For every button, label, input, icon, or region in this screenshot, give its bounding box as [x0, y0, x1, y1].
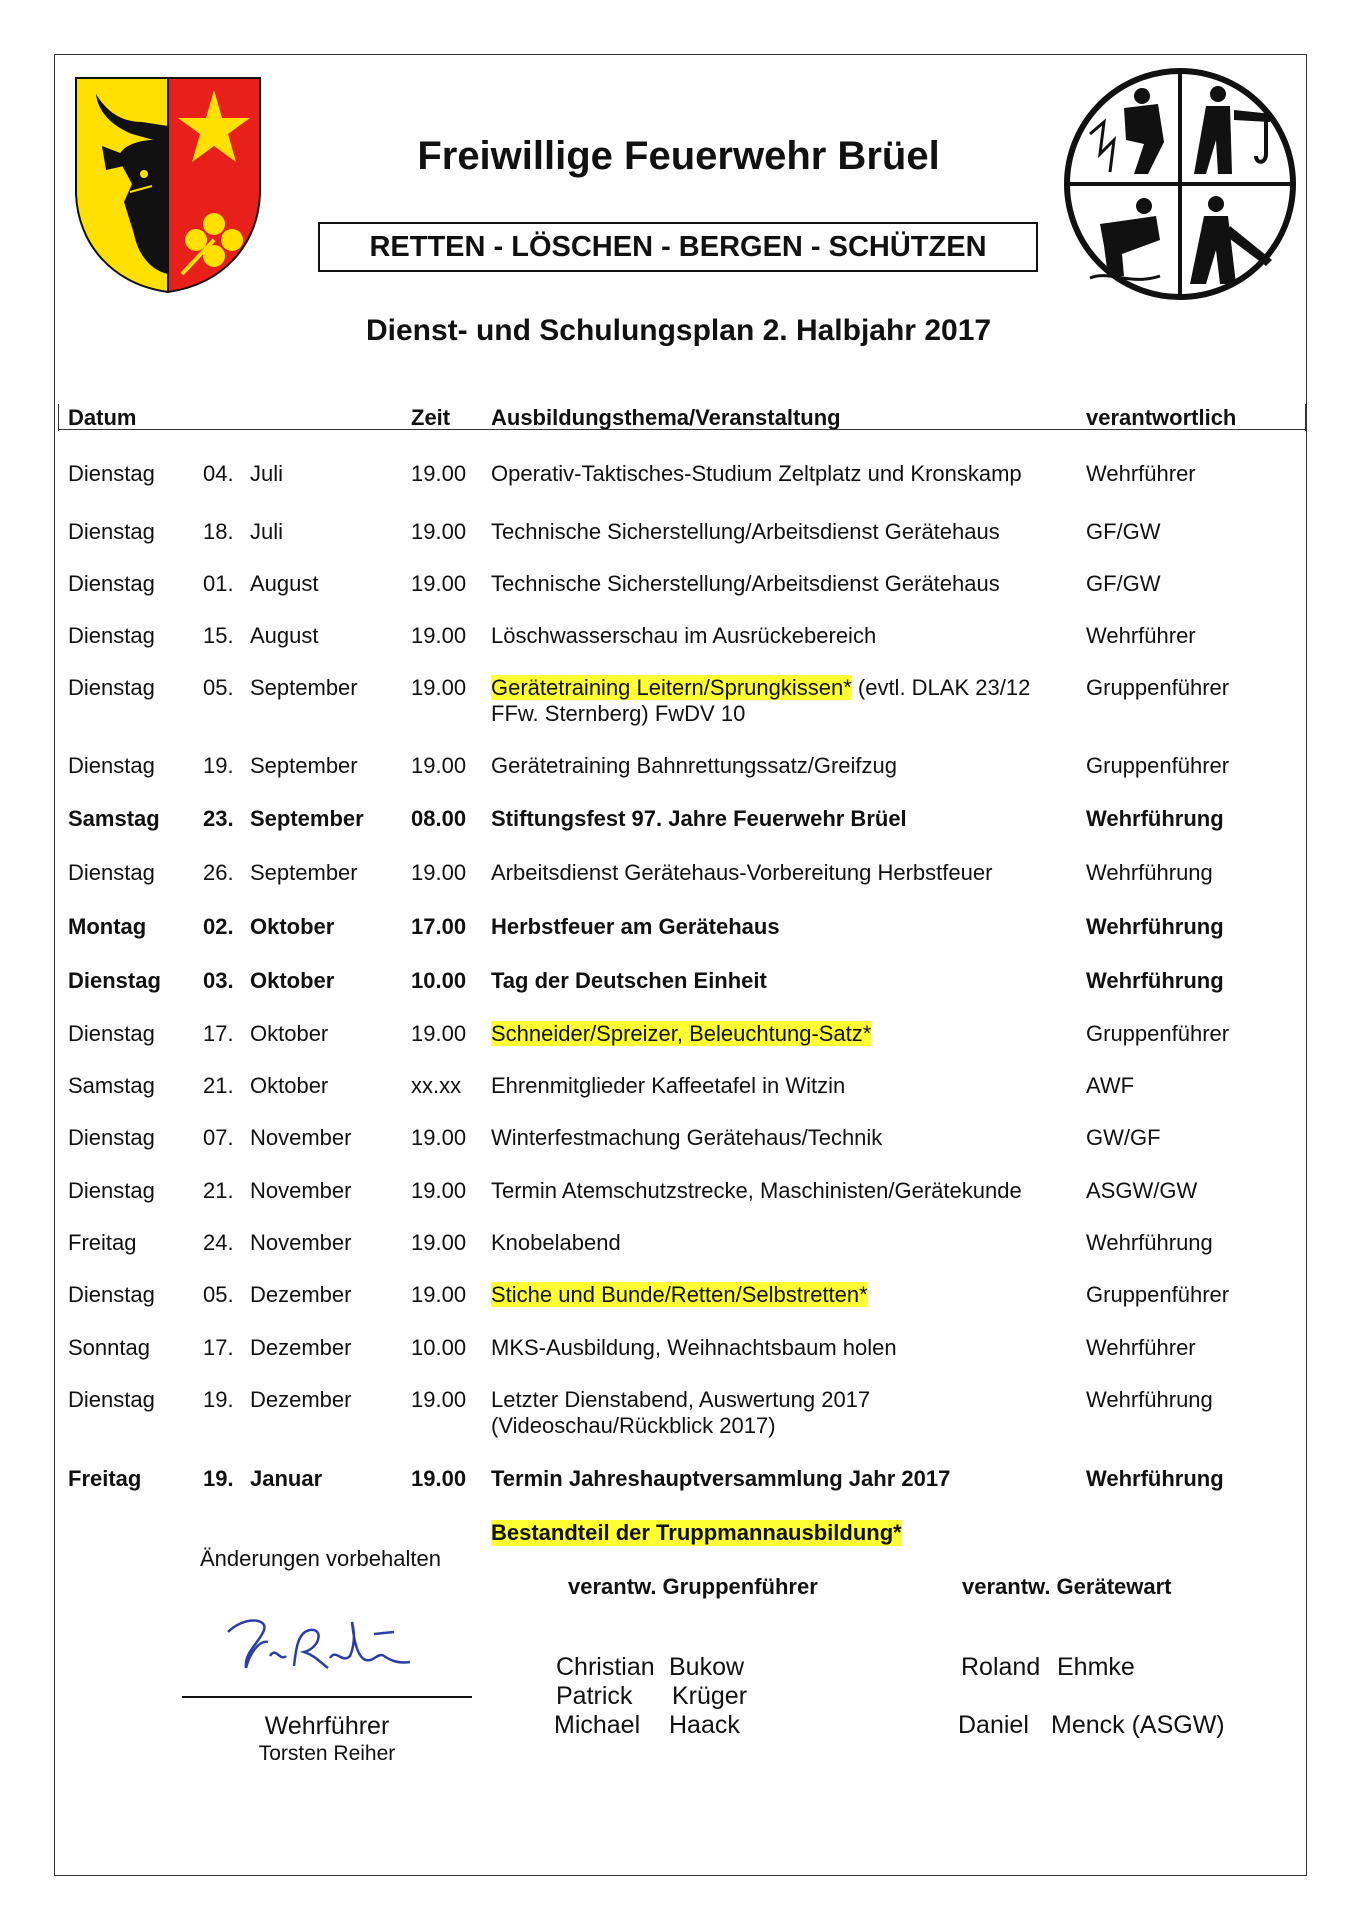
motto-box: RETTEN - LÖSCHEN - BERGEN - SCHÜTZEN — [318, 222, 1038, 272]
row-month: August — [250, 623, 319, 648]
row-weekday: Freitag — [68, 1230, 137, 1255]
handwritten-signature — [224, 1612, 414, 1682]
row-topic — [491, 519, 1081, 545]
row-time: 19.00 — [411, 1466, 467, 1491]
row-topic — [491, 1282, 1081, 1308]
row-responsible: Wehrführung — [1086, 806, 1224, 831]
row-responsible: Wehrführung — [1086, 914, 1224, 939]
row-day-number: 26. — [203, 860, 234, 885]
row-topic — [491, 461, 1081, 487]
group-leader-heading: verantw. Gruppenführer — [568, 1574, 818, 1599]
row-month: Dezember — [250, 1387, 352, 1412]
row-weekday: Samstag — [68, 806, 160, 831]
row-weekday: Freitag — [68, 1466, 142, 1491]
row-time: 17.00 — [411, 914, 467, 939]
equipment-warden-heading: verantw. Gerätewart — [962, 1574, 1172, 1599]
row-responsible: Wehrführer — [1086, 1335, 1196, 1360]
row-topic-text: Technische Sicherstellung/Arbeitsdienst Gerätehaus — [491, 519, 1000, 544]
training-legend: Bestandteil der Truppmannausbildung* — [491, 1520, 902, 1545]
row-topic-highlighted: Stiche und Bunde/Retten/Selbstretten* — [491, 1282, 868, 1307]
row-day-number: 21. — [203, 1073, 234, 1098]
row-day-number: 18. — [203, 519, 234, 544]
row-day-number: 05. — [203, 675, 234, 700]
row-day-number: 02. — [203, 914, 234, 939]
row-weekday: Dienstag — [68, 1178, 155, 1203]
coat-of-arms-icon — [72, 74, 264, 296]
row-month: August — [250, 571, 319, 596]
row-topic-text: Herbstfeuer am Gerätehaus — [491, 914, 780, 939]
row-topic — [491, 914, 1081, 940]
row-time: 10.00 — [411, 1335, 467, 1360]
leader-last-name: Krüger — [672, 1682, 748, 1710]
row-topic-text: Stiftungsfest 97. Jahre Feuerwehr Brüel — [491, 806, 907, 831]
row-time: xx.xx — [411, 1073, 462, 1098]
row-topic-highlighted: Schneider/Spreizer, Beleuchtung-Satz* — [491, 1021, 872, 1046]
changes-reserved-note: Änderungen vorbehalten — [200, 1546, 441, 1571]
row-topic-text: Termin Atemschutzstrecke, Maschinisten/Gerätekunde — [491, 1178, 1022, 1203]
row-responsible: Wehrführung — [1086, 1387, 1213, 1412]
row-month: Juli — [250, 519, 284, 544]
row-month: September — [250, 675, 358, 700]
row-time: 19.00 — [411, 1387, 467, 1412]
row-topic-text: Technische Sicherstellung/Arbeitsdienst Gerätehaus — [491, 571, 1000, 596]
row-topic-text: Termin Jahreshauptversammlung Jahr 2017 — [491, 1466, 951, 1491]
row-topic — [491, 1021, 1081, 1047]
row-topic-text: Gerätetraining Bahnrettungssatz/Greifzug — [491, 753, 898, 778]
row-month: Dezember — [250, 1335, 352, 1360]
row-topic — [491, 675, 1081, 727]
row-day-number: 15. — [203, 623, 234, 648]
row-responsible: Wehrführer — [1086, 461, 1196, 486]
row-topic-text: (evtl. DLAK 23/12 FFw. Sternberg) FwDV 10 — [491, 675, 1031, 726]
row-time: 19.00 — [411, 860, 467, 885]
row-time: 19.00 — [411, 1178, 467, 1203]
row-weekday: Montag — [68, 914, 147, 939]
row-responsible: Gruppenführer — [1086, 753, 1230, 778]
leader-last-name: Bukow — [669, 1653, 745, 1681]
plan-subtitle: Dienst- und Schulungsplan 2. Halbjahr 2017 — [365, 314, 992, 347]
row-weekday: Samstag — [68, 1073, 155, 1098]
row-weekday: Dienstag — [68, 461, 155, 486]
row-day-number: 17. — [203, 1021, 234, 1046]
row-day-number: 24. — [203, 1230, 234, 1255]
page-title: Freiwillige Feuerwehr Brüel — [417, 134, 940, 178]
row-topic — [491, 806, 1081, 832]
row-topic — [491, 1466, 1081, 1492]
row-day-number: 19. — [203, 1466, 234, 1491]
leader-first-name: Christian — [556, 1653, 655, 1681]
leader-first-name: Michael — [554, 1711, 641, 1739]
fire-brigade-emblem-icon — [1060, 64, 1300, 304]
row-time: 19.00 — [411, 1230, 467, 1255]
row-day-number: 07. — [203, 1125, 234, 1150]
row-time: 19.00 — [411, 753, 467, 778]
row-weekday: Dienstag — [68, 1387, 155, 1412]
row-month: Juli — [250, 461, 284, 486]
leader-first-name: Patrick — [556, 1682, 633, 1710]
signature-line — [182, 1696, 472, 1698]
row-time: 10.00 — [411, 968, 467, 993]
warden-first-name: Roland — [961, 1653, 1041, 1681]
row-topic-text: Tag der Deutschen Einheit — [491, 968, 767, 993]
row-month: November — [250, 1230, 352, 1255]
row-topic — [491, 860, 1081, 886]
row-time: 19.00 — [411, 519, 467, 544]
row-responsible: Gruppenführer — [1086, 675, 1230, 700]
row-day-number: 05. — [203, 1282, 234, 1307]
row-time: 19.00 — [411, 1125, 467, 1150]
row-month: Oktober — [250, 1021, 329, 1046]
row-topic — [491, 1178, 1081, 1204]
row-month: Oktober — [250, 1073, 329, 1098]
row-weekday: Sonntag — [68, 1335, 150, 1360]
row-weekday: Dienstag — [68, 623, 155, 648]
row-topic-text: Winterfestmachung Gerätehaus/Technik — [491, 1125, 883, 1150]
header-left-edge — [58, 404, 59, 431]
row-responsible: Wehrführung — [1086, 968, 1224, 993]
row-weekday: Dienstag — [68, 571, 155, 596]
row-topic — [491, 1073, 1081, 1099]
row-month: November — [250, 1178, 352, 1203]
row-topic — [491, 1125, 1081, 1151]
row-month: September — [250, 806, 364, 831]
row-responsible: Wehrführung — [1086, 1230, 1213, 1255]
row-month: September — [250, 860, 358, 885]
row-weekday: Dienstag — [68, 519, 155, 544]
warden-first-name: Daniel — [958, 1711, 1029, 1739]
row-month: Oktober — [250, 968, 335, 993]
header-divider — [58, 429, 1306, 430]
row-weekday: Dienstag — [68, 1125, 155, 1150]
column-header-time: Zeit — [411, 405, 451, 430]
row-weekday: Dienstag — [68, 1282, 155, 1307]
row-time: 19.00 — [411, 1021, 467, 1046]
row-day-number: 19. — [203, 1387, 234, 1412]
row-time: 19.00 — [411, 623, 467, 648]
row-topic-text: MKS-Ausbildung, Weihnachtsbaum holen — [491, 1335, 897, 1360]
row-topic-text: Ehrenmitglieder Kaffeetafel in Witzin — [491, 1073, 846, 1098]
signature-name: Torsten Reiher — [258, 1742, 396, 1765]
row-weekday: Dienstag — [68, 860, 155, 885]
row-responsible: Wehrführer — [1086, 623, 1196, 648]
row-responsible: GW/GF — [1086, 1125, 1161, 1150]
row-weekday: Dienstag — [68, 753, 155, 778]
row-weekday: Dienstag — [68, 675, 155, 700]
row-responsible: ASGW/GW — [1086, 1178, 1198, 1203]
row-month: September — [250, 753, 358, 778]
row-topic-text: Löschwasserschau im Ausrückebereich — [491, 623, 877, 648]
row-month: Oktober — [250, 914, 335, 939]
row-time: 08.00 — [411, 806, 467, 831]
row-topic — [491, 968, 1081, 994]
row-time: 19.00 — [411, 1282, 467, 1307]
row-month: November — [250, 1125, 352, 1150]
row-responsible: AWF — [1086, 1073, 1135, 1098]
row-time: 19.00 — [411, 461, 467, 486]
row-responsible: GF/GW — [1086, 519, 1161, 544]
column-header-responsible: verantwortlich — [1086, 405, 1237, 430]
row-topic-text: Letzter Dienstabend, Auswertung 2017 (Videoschau/Rückblick 2017) — [491, 1387, 871, 1438]
row-weekday: Dienstag — [68, 1021, 155, 1046]
row-topic — [491, 753, 1081, 779]
row-day-number: 04. — [203, 461, 234, 486]
header-right-edge — [1305, 404, 1306, 431]
warden-last-name: Ehmke — [1057, 1653, 1135, 1681]
row-responsible: GF/GW — [1086, 571, 1161, 596]
row-month: Dezember — [250, 1282, 352, 1307]
row-day-number: 01. — [203, 571, 234, 596]
row-topic — [491, 571, 1081, 597]
row-topic — [491, 1335, 1081, 1361]
row-responsible: Gruppenführer — [1086, 1282, 1230, 1307]
column-header-topic: Ausbildungsthema/Veranstaltung — [491, 405, 841, 430]
row-responsible: Wehrführung — [1086, 1466, 1224, 1491]
row-topic — [491, 1230, 1081, 1256]
row-day-number: 23. — [203, 806, 234, 831]
row-day-number: 17. — [203, 1335, 234, 1360]
row-weekday: Dienstag — [68, 968, 161, 993]
leader-last-name: Haack — [669, 1711, 740, 1739]
row-topic-text: Arbeitsdienst Gerätehaus-Vorbereitung Herbstfeuer — [491, 860, 993, 885]
row-topic-text: Knobelabend — [491, 1230, 621, 1255]
row-topic — [491, 623, 1081, 649]
row-responsible: Gruppenführer — [1086, 1021, 1230, 1046]
row-responsible: Wehrführung — [1086, 860, 1213, 885]
row-month: Januar — [250, 1466, 323, 1491]
row-day-number: 19. — [203, 753, 234, 778]
row-topic — [491, 1387, 1081, 1439]
row-time: 19.00 — [411, 571, 467, 596]
row-topic-text: Operativ-Taktisches-Studium Zeltplatz und Kronskamp — [491, 461, 1022, 486]
row-day-number: 03. — [203, 968, 234, 993]
row-day-number: 21. — [203, 1178, 234, 1203]
row-topic-highlighted: Gerätetraining Leitern/Sprungkissen* — [491, 675, 852, 700]
signature-role: Wehrführer — [264, 1712, 390, 1740]
warden-last-name: Menck (ASGW) — [1051, 1711, 1225, 1739]
column-header-date: Datum — [68, 405, 137, 430]
row-time: 19.00 — [411, 675, 467, 700]
